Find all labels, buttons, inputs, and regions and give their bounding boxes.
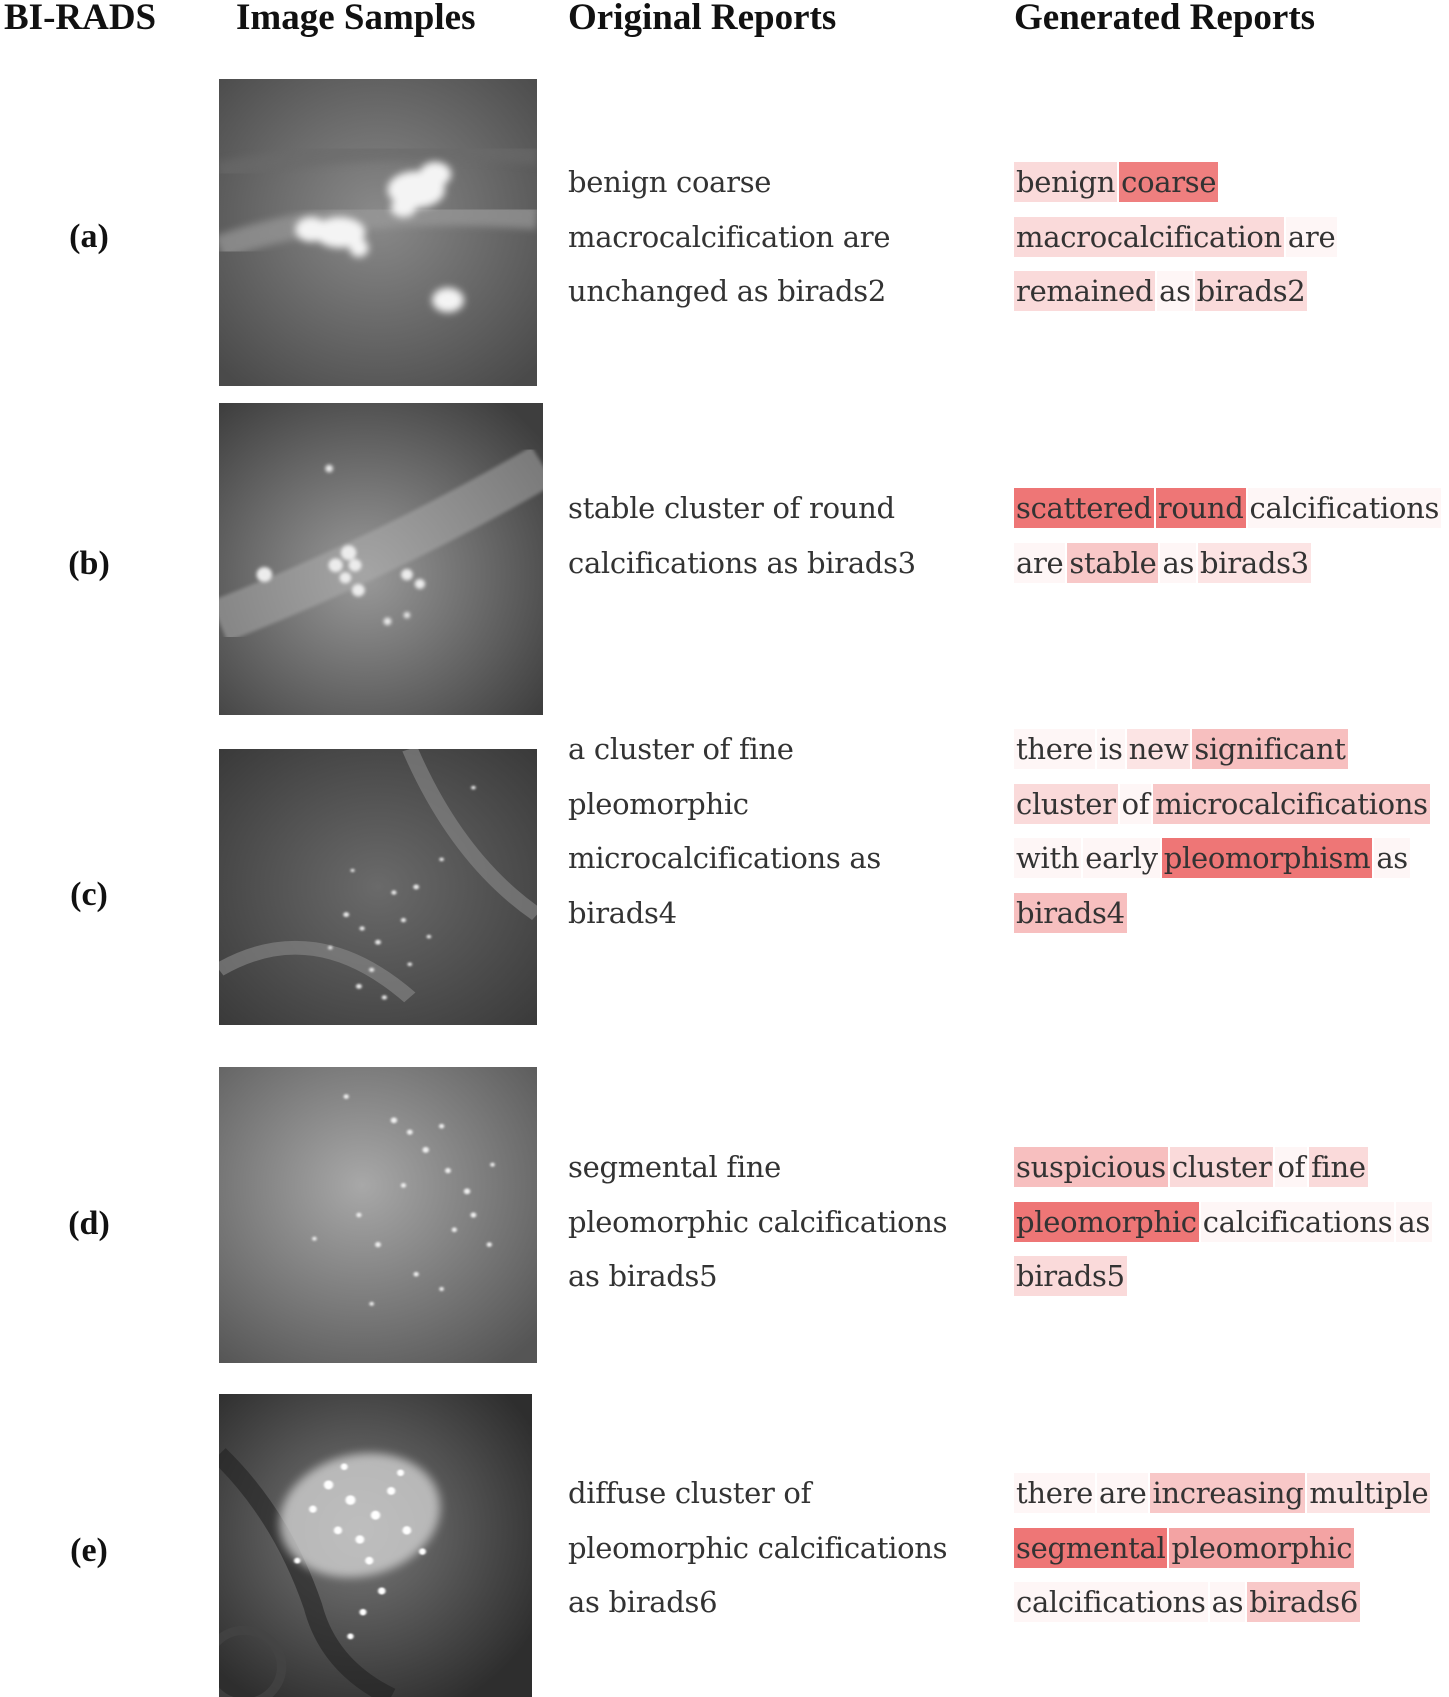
highlighted-word: as	[1374, 838, 1410, 878]
highlighted-word: round	[1156, 488, 1246, 528]
generated-report-line	[1014, 777, 1449, 832]
highlighted-word: scattered	[1014, 488, 1154, 528]
row-label-c: (c)	[70, 876, 108, 913]
highlighted-word: pleomorphic	[1014, 1202, 1199, 1242]
highlighted-word: calcifications	[1014, 1582, 1208, 1622]
mammogram-image-d	[219, 1067, 537, 1363]
generated-report-line	[1014, 1466, 1449, 1521]
highlighted-word: of	[1275, 1147, 1307, 1187]
original-report-line: pleomorphic calcifications	[568, 1530, 948, 1565]
highlighted-word: fine	[1309, 1147, 1368, 1187]
highlighted-word: are	[1097, 1473, 1148, 1513]
generated-report-line	[1014, 1195, 1449, 1250]
highlighted-word: cluster	[1170, 1147, 1274, 1187]
highlighted-word: multiple	[1307, 1473, 1430, 1513]
highlighted-word: cluster	[1014, 784, 1118, 824]
original-report-line: a cluster of fine	[568, 732, 794, 766]
highlighted-word: remained	[1014, 271, 1155, 311]
original-report-a	[568, 155, 978, 319]
mammogram-image-c	[219, 749, 537, 1025]
mammogram-image-e	[219, 1394, 532, 1697]
original-report-line: as birads6	[568, 1585, 718, 1619]
mammogram-image-a	[219, 79, 537, 386]
original-report-line: pleomorphic	[568, 786, 749, 821]
original-report-line: calcifications as birads3	[568, 545, 916, 580]
original-report-e	[568, 1466, 978, 1630]
original-report-line: as birads5	[568, 1259, 718, 1293]
highlighted-word: coarse	[1119, 162, 1218, 202]
highlighted-word: there	[1014, 1473, 1095, 1513]
generated-report-line	[1014, 1249, 1449, 1304]
highlighted-word: new	[1127, 729, 1191, 769]
original-report-line: macrocalcification are	[568, 219, 891, 254]
original-report-line: stable cluster of round	[568, 491, 895, 525]
original-report-b	[568, 481, 978, 590]
generated-report-line	[1014, 722, 1449, 777]
highlighted-word: as	[1210, 1582, 1246, 1622]
original-report-line: benign coarse	[568, 165, 772, 199]
highlighted-word: as	[1160, 543, 1196, 583]
original-report-c	[568, 722, 978, 940]
row-label-d: (d)	[68, 1205, 110, 1242]
highlighted-word: there	[1014, 729, 1095, 769]
highlighted-word: birads6	[1247, 1582, 1360, 1622]
generated-report-line	[1014, 210, 1449, 265]
original-report-line: unchanged as birads2	[568, 274, 887, 308]
highlighted-word: early	[1083, 838, 1159, 878]
generated-report-line	[1014, 155, 1449, 210]
row-label-b: (b)	[68, 545, 110, 582]
highlighted-word: benign	[1014, 162, 1117, 202]
highlighted-word: of	[1120, 784, 1152, 824]
generated-report-line	[1014, 831, 1449, 886]
generated-report-b	[1014, 481, 1449, 590]
highlighted-word: pleomorphism	[1162, 838, 1373, 878]
highlighted-word: microcalcifications	[1153, 784, 1429, 824]
generated-report-line	[1014, 481, 1449, 536]
original-report-line: segmental fine	[568, 1150, 782, 1184]
highlighted-word: as	[1396, 1202, 1432, 1242]
highlighted-word: birads5	[1014, 1256, 1127, 1296]
row-label-a: (a)	[69, 218, 109, 255]
header-birads: BI-RADS	[4, 0, 157, 38]
highlighted-word: increasing	[1150, 1473, 1305, 1513]
highlighted-word: birads3	[1198, 543, 1311, 583]
highlighted-word: calcifications	[1201, 1202, 1395, 1242]
highlighted-word: calcifications	[1248, 488, 1442, 528]
highlighted-word: with	[1014, 838, 1081, 878]
original-report-line: birads4	[568, 895, 677, 930]
generated-report-line	[1014, 1521, 1449, 1576]
generated-report-line	[1014, 1140, 1449, 1195]
generated-report-line	[1014, 1575, 1449, 1630]
generated-report-d	[1014, 1140, 1449, 1304]
original-report-line: pleomorphic calcifications	[568, 1204, 948, 1239]
mammogram-image-b	[219, 403, 543, 715]
generated-report-line	[1014, 886, 1449, 941]
highlighted-word: birads2	[1195, 271, 1308, 311]
row-label-e: (e)	[70, 1532, 108, 1569]
highlighted-word: as	[1157, 271, 1193, 311]
generated-report-a	[1014, 155, 1449, 319]
original-report-line: diffuse cluster of	[568, 1476, 812, 1510]
original-report-line: microcalcifications as	[568, 841, 881, 875]
highlighted-word: suspicious	[1014, 1147, 1168, 1187]
header-image-samples: Image Samples	[236, 0, 476, 38]
generated-report-line	[1014, 264, 1449, 319]
highlighted-word: macrocalcification	[1014, 217, 1284, 257]
highlighted-word: significant	[1192, 729, 1347, 769]
highlighted-word: are	[1286, 217, 1337, 257]
header-generated-reports: Generated Reports	[1014, 0, 1316, 38]
header-original-reports: Original Reports	[568, 0, 837, 38]
highlighted-word: are	[1014, 543, 1065, 583]
highlighted-word: is	[1097, 729, 1125, 769]
generated-report-c	[1014, 722, 1449, 940]
highlighted-word: birads4	[1014, 893, 1127, 933]
original-report-d	[568, 1140, 978, 1304]
highlighted-word: pleomorphic	[1169, 1528, 1354, 1568]
generated-report-line	[1014, 536, 1449, 591]
highlighted-word: stable	[1067, 543, 1158, 583]
highlighted-word: segmental	[1014, 1528, 1167, 1568]
generated-report-e	[1014, 1466, 1449, 1630]
